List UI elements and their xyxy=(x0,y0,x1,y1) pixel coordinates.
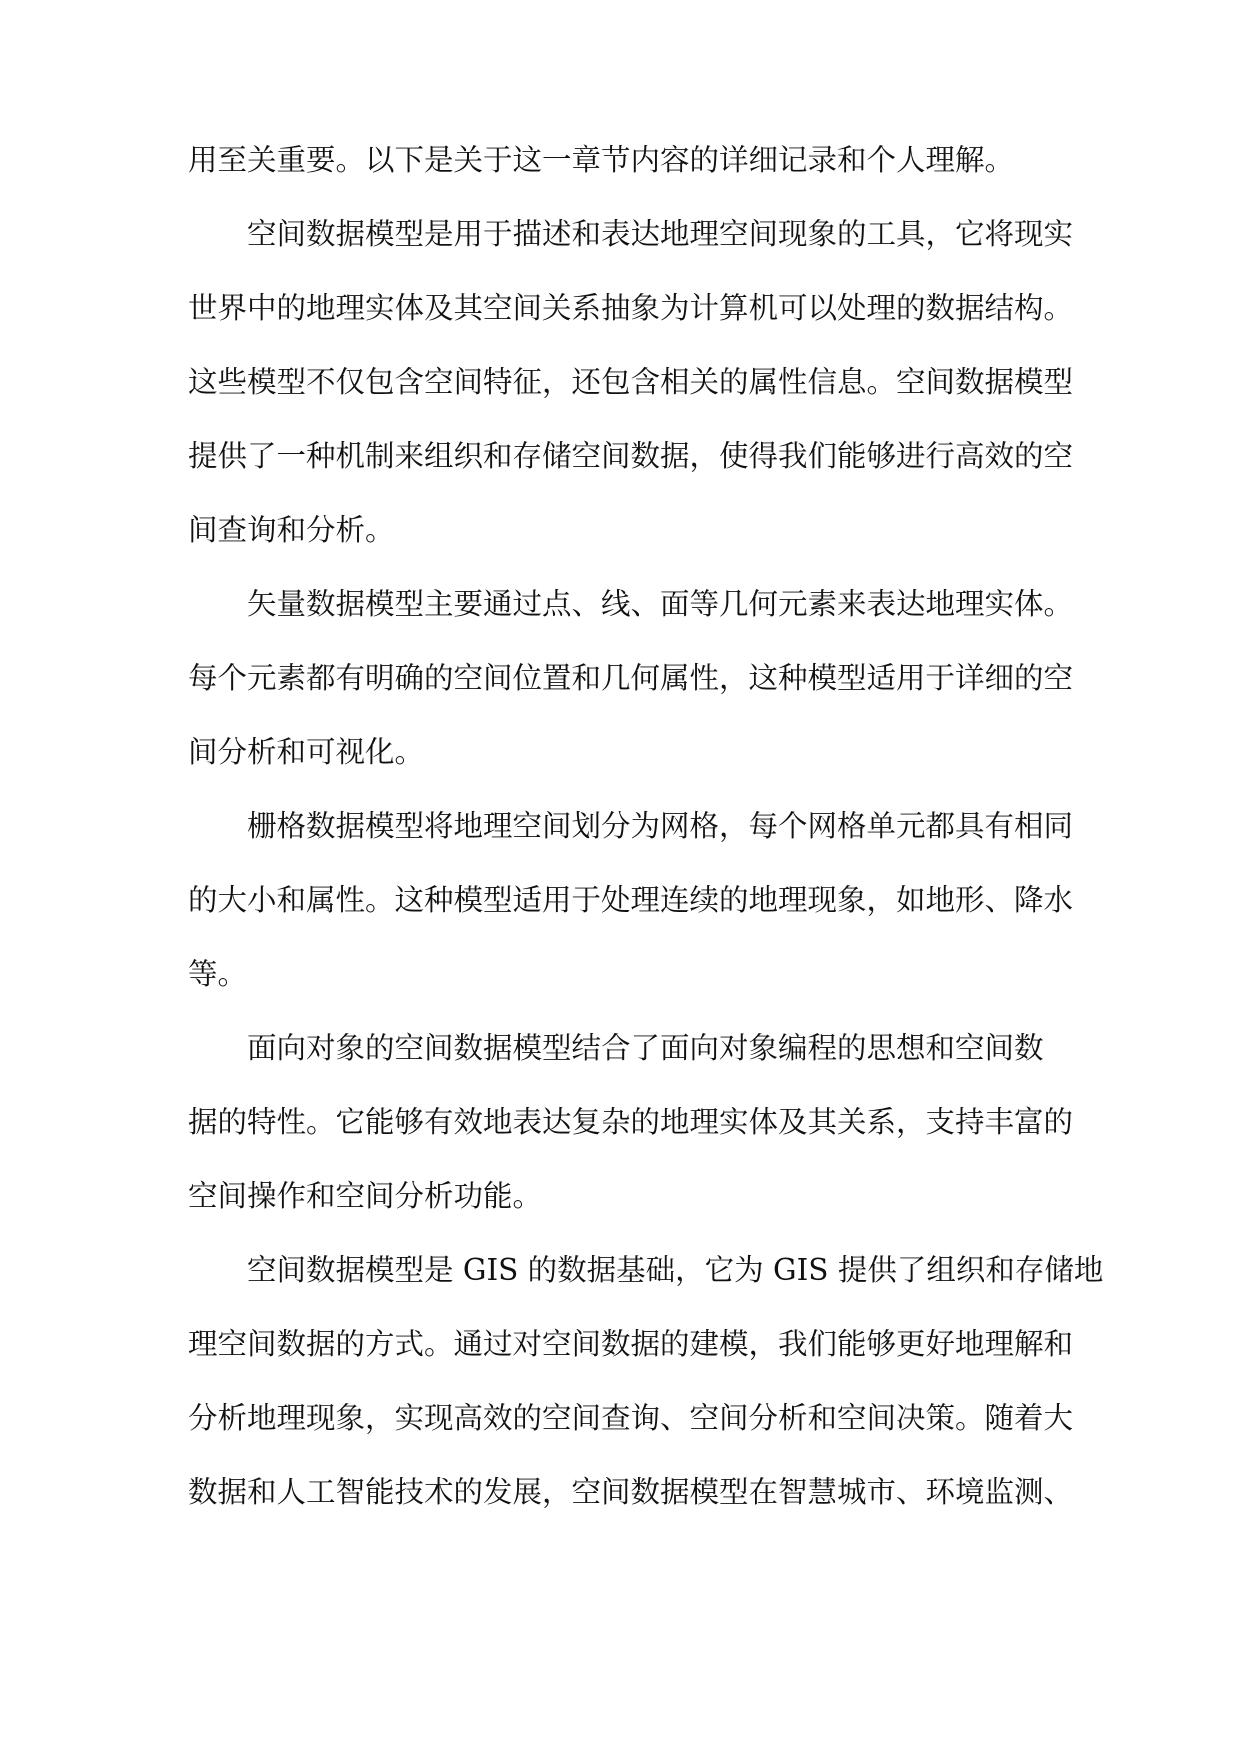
text-line: 理空间数据的方式。通过对空间数据的建模，我们能够更好地理解和 xyxy=(188,1327,1074,1361)
text-line: 的大小和属性。这种模型适用于处理连续的地理现象，如地形、降水 xyxy=(188,883,1074,917)
text-line: 空间数据模型是 GIS 的数据基础，它为 GIS 提供了组织和存储地 xyxy=(247,1253,1104,1287)
text-line: 每个元素都有明确的空间位置和几何属性，这种模型适用于详细的空 xyxy=(188,661,1074,695)
text-line: 面向对象的空间数据模型结合了面向对象编程的思想和空间数 xyxy=(247,1031,1044,1065)
text-line: 用至关重要。以下是关于这一章节内容的详细记录和个人理解。 xyxy=(188,143,1015,177)
text-line: 间分析和可视化。 xyxy=(188,735,425,769)
text-line: 提供了一种机制来组织和存储空间数据，使得我们能够进行高效的空 xyxy=(188,439,1074,473)
text-line: 数据和人工智能技术的发展，空间数据模型在智慧城市、环境监测、 xyxy=(188,1475,1074,1509)
text-line: 栅格数据模型将地理空间划分为网格，每个网格单元都具有相同 xyxy=(247,809,1074,843)
text-line: 空间操作和空间分析功能。 xyxy=(188,1179,543,1213)
text-line: 这些模型不仅包含空间特征，还包含相关的属性信息。空间数据模型 xyxy=(188,365,1074,399)
text-line: 等。 xyxy=(188,957,248,991)
text-line: 世界中的地理实体及其空间关系抽象为计算机可以处理的数据结构。 xyxy=(188,291,1074,325)
text-line: 分析地理现象，实现高效的空间查询、空间分析和空间决策。随着大 xyxy=(188,1401,1074,1435)
body-text xyxy=(188,143,1104,1529)
text-line: 据的特性。它能够有效地表达复杂的地理实体及其关系，支持丰富的 xyxy=(188,1105,1074,1139)
text-line: 间查询和分析。 xyxy=(188,513,395,547)
text-line: 矢量数据模型主要通过点、线、面等几何元素来表达地理实体。 xyxy=(247,587,1074,621)
text-line: 空间数据模型是用于描述和表达地理空间现象的工具，它将现实 xyxy=(247,217,1074,251)
